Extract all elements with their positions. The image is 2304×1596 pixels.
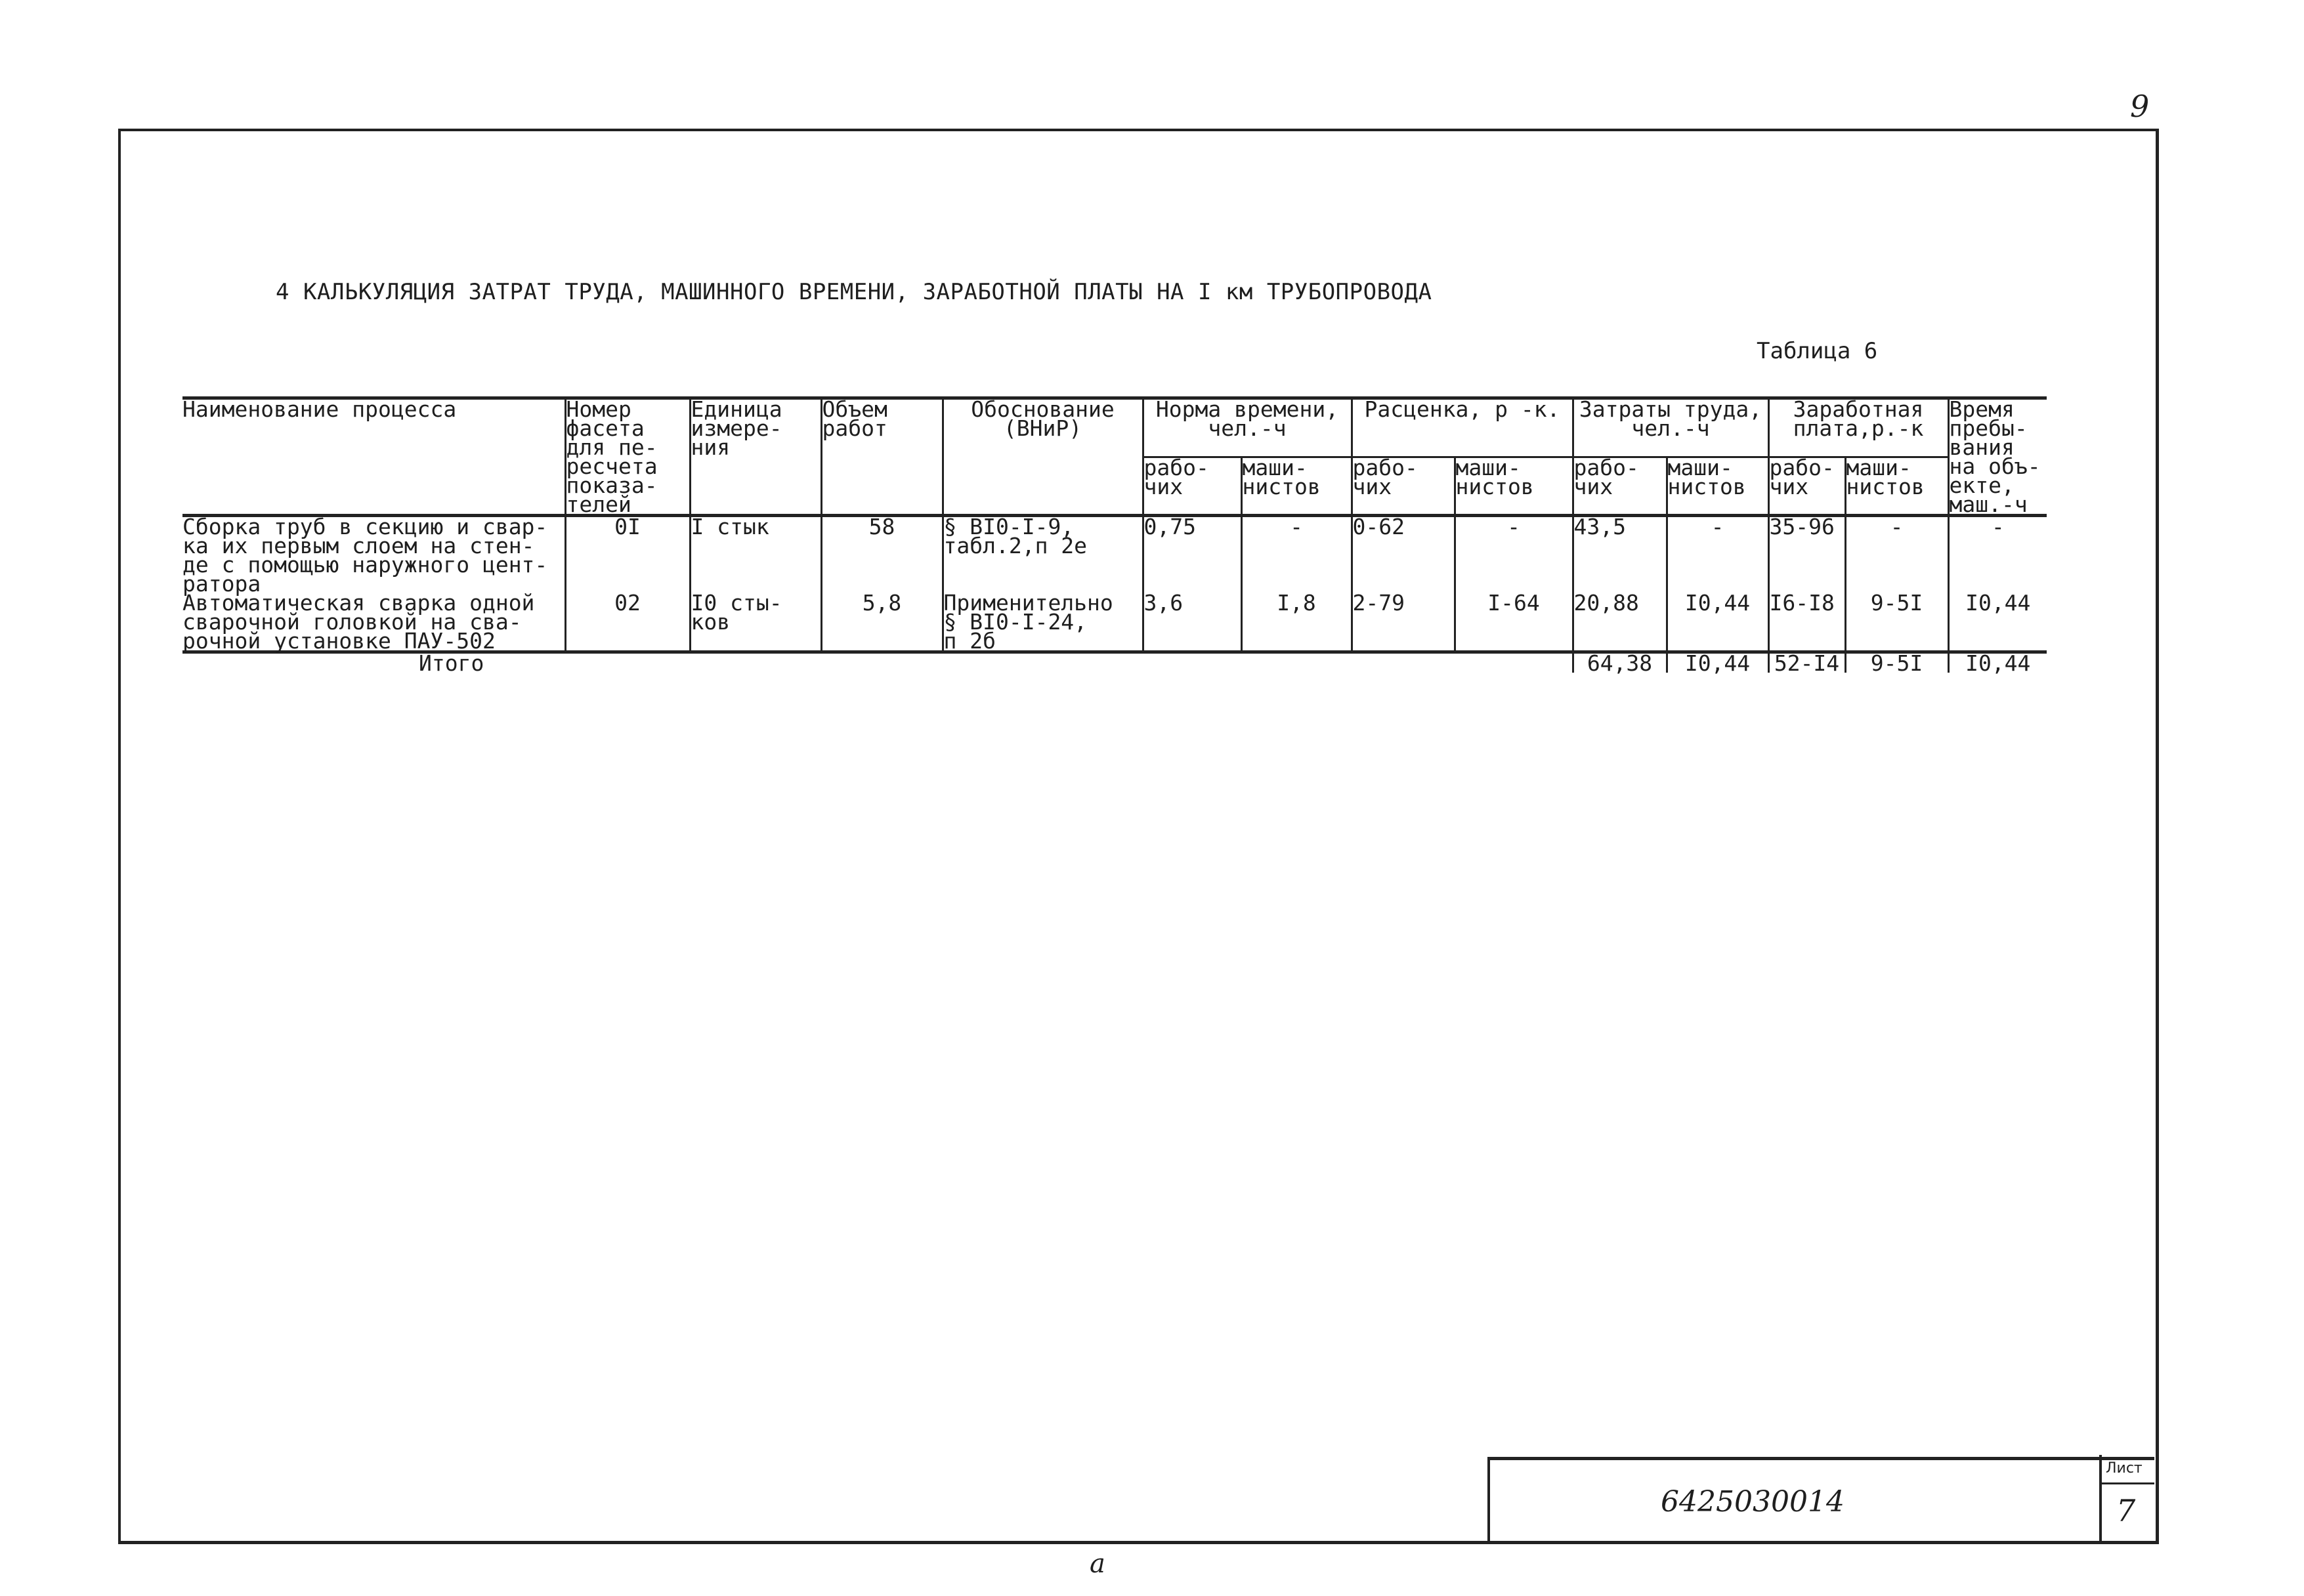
cell-number: 0I (565, 516, 690, 594)
sheet-box (2099, 1455, 2154, 1542)
cell-norm-workers: 3,6 (1143, 593, 1241, 652)
cell-labor-workers: 20,88 (1573, 593, 1667, 652)
cell-rate-machinists: - (1455, 516, 1573, 594)
cell-volume: 58 (821, 516, 943, 594)
cell-labor-machinists: - (1667, 516, 1768, 594)
header-rate: Расценка, р -к. (1352, 398, 1573, 457)
total-labor-machinists: I0,44 (1667, 652, 1768, 673)
cell-wage-workers: I6-I8 (1768, 593, 1845, 652)
subheader-rate-machinists: маши- нистов (1455, 457, 1573, 516)
cell-wage-machinists: - (1845, 516, 1948, 594)
calculation-table (182, 396, 2047, 676)
cell-rate-machinists: I-64 (1455, 593, 1573, 652)
header-norm: Норма времени, чел.-ч (1143, 398, 1352, 457)
table-row (182, 593, 2047, 652)
total-labor-workers: 64,38 (1573, 652, 1667, 673)
header-stay: Время пребы- вания на объ- екте, маш.-ч (1948, 398, 2047, 516)
table-label: Таблица 6 (1757, 338, 1878, 364)
cell-volume: 5,8 (821, 593, 943, 652)
cell-wage-workers: 35-96 (1768, 516, 1845, 594)
cell-basis: Применительно § ВI0-I-24, п 2б (943, 593, 1143, 652)
subheader-rate-workers: рабо- чих (1352, 457, 1455, 516)
header-process: Наименование процесса (182, 398, 565, 516)
cell-stay: I0,44 (1948, 593, 2047, 652)
subheader-wage-workers: рабо- чих (1768, 457, 1845, 516)
cell-number: 02 (565, 593, 690, 652)
cell-norm-workers: 0,75 (1143, 516, 1241, 594)
header-basis: Обоснование (ВНиР) (943, 398, 1143, 516)
subheader-norm-machinists: маши- нистов (1241, 457, 1352, 516)
header-wage: Заработная плата,р.-к (1768, 398, 1948, 457)
cell-rate-workers: 2-79 (1352, 593, 1455, 652)
table-header-row (182, 398, 2047, 457)
cell-wage-machinists: 9-5I (1845, 593, 1948, 652)
cell-labor-machinists: I0,44 (1667, 593, 1768, 652)
cell-unit: I стык (690, 516, 821, 594)
sheet-number: 7 (2116, 1493, 2136, 1528)
header-volume: Объем работ (821, 398, 943, 516)
table-row (182, 516, 2047, 594)
cell-norm-machinists: - (1241, 516, 1352, 594)
document-code: 6425030014 (1661, 1485, 1845, 1519)
document-title: 4 КАЛЬКУЛЯЦИЯ ЗАТРАТ ТРУДА, МАШИННОГО ВРЕМЕНИ, ЗАРАБОТНОЙ ПЛАТЫ НА I км ТРУБОПРОВОДА (276, 279, 1432, 305)
cell-unit: I0 сты- ков (690, 593, 821, 652)
page-number: 9 (2130, 89, 2150, 124)
footer-mark: a (1090, 1549, 1105, 1579)
total-stay: I0,44 (1948, 652, 2047, 673)
subheader-wage-machinists: маши- нистов (1845, 457, 1948, 516)
cell-process: Сборка труб в секцию и свар- ка их первым слоем на стен- де с помощью наружного цент- ратора (182, 516, 565, 594)
cell-process: Автоматическая сварка одной сварочной головкой на сва- рочной установке ПАУ-502 (182, 590, 535, 654)
title-block (1487, 1457, 2154, 1542)
total-label: Итого (182, 652, 1573, 673)
table-total-row (182, 652, 2047, 673)
subheader-norm-workers: рабо- чих (1143, 457, 1241, 516)
header-number: Номер фасета для пе- ресчета показа- телей (565, 398, 690, 516)
cell-stay: - (1948, 516, 2047, 594)
header-unit: Единица измере- ния (690, 398, 821, 516)
cell-rate-workers: 0-62 (1352, 516, 1455, 594)
header-labor: Затраты труда, чел.-ч (1573, 398, 1768, 457)
sheet-divider (2102, 1482, 2154, 1484)
subheader-labor-workers: рабо- чих (1573, 457, 1667, 516)
cell-labor-workers: 43,5 (1573, 516, 1667, 594)
cell-norm-machinists: I,8 (1241, 593, 1352, 652)
sheet-label: Лист (2106, 1460, 2143, 1477)
total-wage-workers: 52-I4 (1768, 652, 1845, 673)
cell-basis: § ВI0-I-9, табл.2,п 2е (943, 516, 1143, 594)
total-wage-machinists: 9-5I (1845, 652, 1948, 673)
subheader-labor-machinists: маши- нистов (1667, 457, 1768, 516)
